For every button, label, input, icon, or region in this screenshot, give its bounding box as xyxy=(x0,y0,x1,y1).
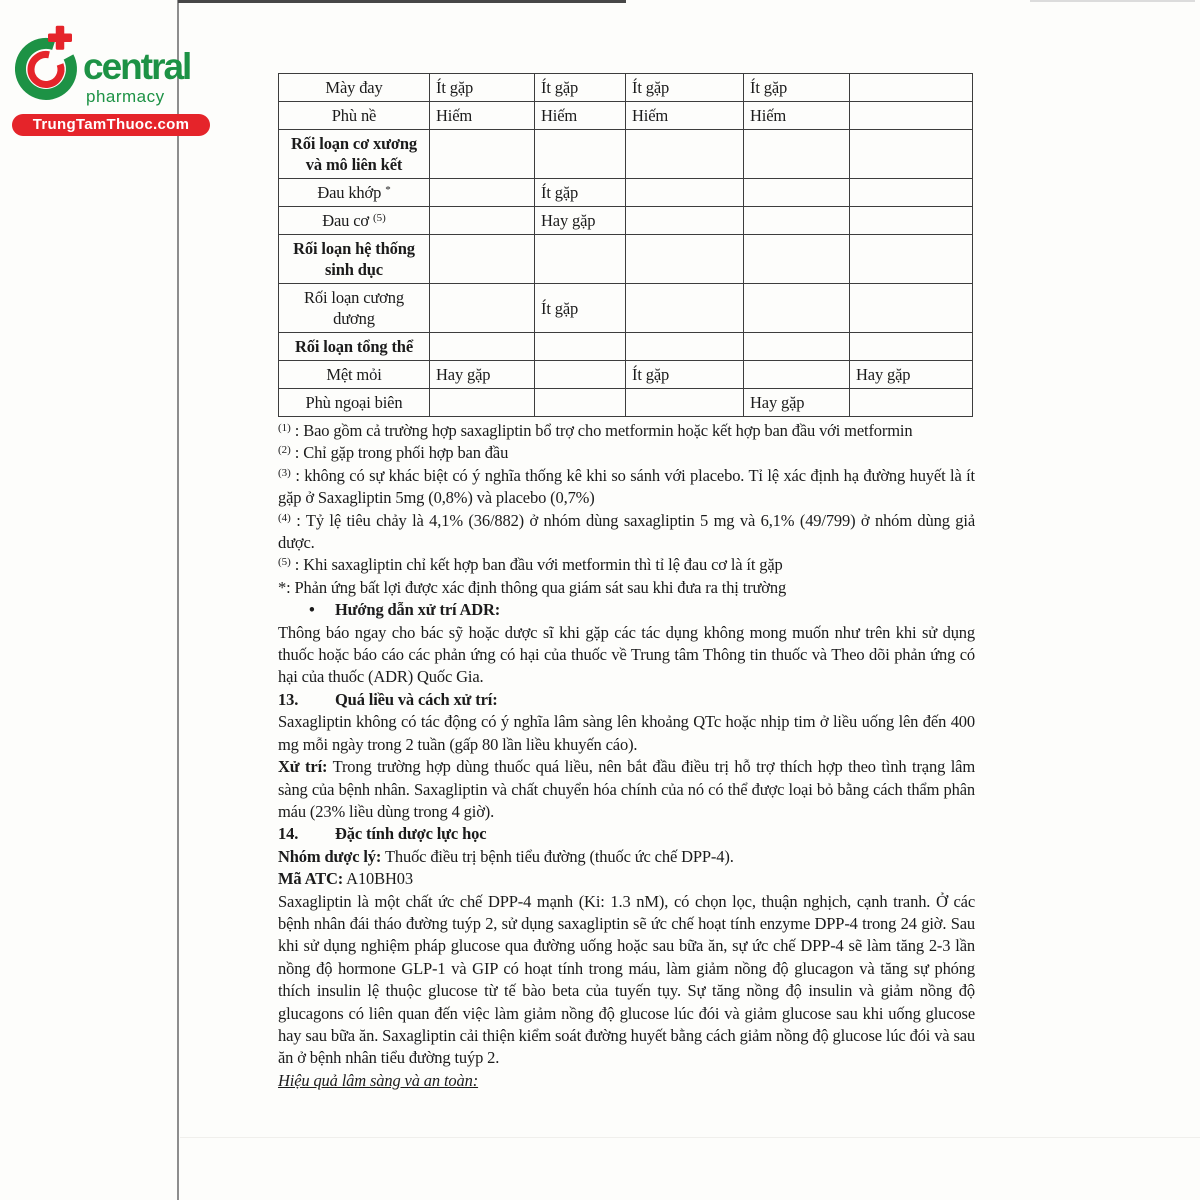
footnote-text: Chỉ gặp trong phối hợp ban đầu xyxy=(303,443,509,463)
footnote: $^{(1)}$ : Bao gồm cả trường hợp saxagliptin bổ trợ cho metformin hoặc kết hợp ban đầu với metformin xyxy=(278,421,913,440)
footnote-text: Khi saxagliptin chỉ kết hợp ban đầu với metformin thì tỉ lệ đau cơ là ít gặp xyxy=(303,555,783,575)
table-cell xyxy=(850,130,973,179)
table-cell: Ít gặp xyxy=(430,74,535,102)
table-cell xyxy=(744,235,850,284)
footnotes xyxy=(278,420,975,599)
paragraph-lead-bold: Xử trí: xyxy=(278,757,328,777)
paragraph xyxy=(278,846,975,868)
logo-sub-text: pharmacy xyxy=(86,87,165,106)
paragraph-lead-bold: Nhóm dược lý: xyxy=(278,846,382,866)
row-label-superscript: (5) xyxy=(372,212,386,224)
section-14-heading xyxy=(278,823,975,845)
paragraph-text: Thông báo ngay cho bác sỹ hoặc dược sĩ khi gặp các tác dụng không mong muốn như trên khi sử dụng thuốc hoặc báo cáo các phản ứng có hại của thuốc về Trung tâm Thông tin thuốc và Theo dõi phản ứng có hại của thuốc (ADR) Quốc Gia. xyxy=(278,622,975,687)
row-label: Phù ngoại biên xyxy=(305,393,403,412)
table-row xyxy=(279,235,973,284)
footnote-marker: (1) xyxy=(278,422,291,434)
table-cell xyxy=(850,102,973,130)
row-label: Mệt mỏi xyxy=(326,365,382,384)
section-number: 14. xyxy=(278,824,299,844)
table-cell: Hay gặp xyxy=(850,361,973,389)
document-content xyxy=(278,73,975,1092)
row-label-cell xyxy=(279,284,430,333)
row-label: Rối loạn cơ xương và mô liên kết xyxy=(290,134,417,174)
paragraph xyxy=(278,622,975,689)
table-cell xyxy=(744,130,850,179)
table-cell xyxy=(535,333,626,361)
row-label-cell xyxy=(279,207,430,235)
footnote: $^{(4)}$ : Tỷ lệ tiêu chảy là 4,1% (36/882) ở nhóm dùng saxagliptin 5 mg và 6,1% (49/799) ở nhóm dùng giả dược. xyxy=(278,510,975,553)
footnote: $^{(2)}$ : Chỉ gặp trong phối hợp ban đầu xyxy=(278,443,509,463)
table-row xyxy=(279,130,973,179)
paragraph-text: Trong trường hợp dùng thuốc quá liều, nên bắt đầu điều trị hỗ trợ thích hợp theo tình trạng lâm sàng của bệnh nhân. Saxagliptin và chất chuyển hóa chính của nó có thể được loại bỏ bằng cách thẩm phân máu (23% liều dùng trong 4 giờ). xyxy=(278,757,976,821)
paragraph-text: Thuốc điều trị bệnh tiểu đường (thuốc ức chế DPP-4). xyxy=(381,846,734,866)
table-cell: Hiếm xyxy=(535,102,626,130)
row-label: Đau cơ xyxy=(322,211,369,230)
row-label-cell xyxy=(279,361,430,389)
scan-artifact-line xyxy=(180,1137,1200,1138)
row-label: Rối loạn hệ thống sinh dục xyxy=(293,239,415,279)
footnote-marker: (4) xyxy=(278,511,291,524)
table-cell xyxy=(626,207,744,235)
footnote-marker: *: xyxy=(278,577,291,597)
paragraph-text: Saxagliptin không có tác động có ý nghĩa lâm sàng lên khoảng QTc hoặc nhịp tim ở liều uống lên đến 400 mg mỗi ngày trong 2 tuần (gấp 80 lần liều khuyến cáo). xyxy=(278,712,975,754)
heading-text: Đặc tính dược lực học xyxy=(335,824,487,844)
table-cell xyxy=(850,207,973,235)
bullet-icon: • xyxy=(309,600,315,620)
section-number: 13. xyxy=(278,689,299,709)
website-banner-text: TrungTamThuoc.com xyxy=(32,116,190,133)
table-cell: Ít gặp xyxy=(626,74,744,102)
table-cell xyxy=(626,179,744,207)
table-cell xyxy=(626,333,744,361)
table-cell xyxy=(626,284,744,333)
table-row xyxy=(279,333,973,361)
table-cell: Hiếm xyxy=(626,102,744,130)
table-cell xyxy=(744,284,850,333)
row-label: Phù nề xyxy=(331,106,377,125)
page-edge-line xyxy=(177,0,179,1200)
table-row xyxy=(279,74,973,102)
table-row xyxy=(279,207,973,235)
table-cell xyxy=(430,207,535,235)
table-cell: Ít gặp xyxy=(535,74,626,102)
footnote xyxy=(278,577,975,599)
table-row xyxy=(279,102,973,130)
footnote-text: không có sự khác biệt có ý nghĩa thống kê khi so sánh với placebo. Tỉ lệ xác định hạ đường huyết là ít gặp ở Saxagliptin 5mg (0,8%) và placebo (0,7%) xyxy=(278,465,975,508)
paragraph xyxy=(278,756,975,823)
table-cell xyxy=(626,130,744,179)
table-cell xyxy=(850,74,973,102)
central-pharmacy-logo-icon xyxy=(12,18,88,104)
central-pharmacy-logo xyxy=(12,18,224,140)
row-label-cell xyxy=(279,102,430,130)
table-cell xyxy=(850,389,973,417)
table-cell: Ít gặp xyxy=(535,179,626,207)
clinical-efficacy-heading xyxy=(278,1070,975,1092)
adverse-reactions-table xyxy=(278,73,973,417)
table-cell: Hay gặp xyxy=(744,389,850,417)
table-cell: Hiếm xyxy=(744,102,850,130)
table-cell xyxy=(430,179,535,207)
row-label: Rối loạn tổng thể xyxy=(294,337,413,356)
table-cell: Hay gặp xyxy=(430,361,535,389)
row-label-cell xyxy=(279,74,430,102)
paragraph xyxy=(278,868,975,890)
row-label-cell xyxy=(279,333,430,361)
adr-guidance-heading xyxy=(278,599,975,621)
table-cell: Ít gặp xyxy=(744,74,850,102)
table-cell xyxy=(744,361,850,389)
paragraph-text: A10BH03 xyxy=(343,869,413,889)
table-cell: Hiếm xyxy=(430,102,535,130)
table-row xyxy=(279,361,973,389)
scan-top-edge-faint xyxy=(1030,0,1195,2)
paragraph-text: Saxagliptin là một chất ức chế DPP-4 mạnh (Ki: 1.3 nM), có chọn lọc, thuận nghịch, cạnh tranh. Ở các bệnh nhân đái tháo đường tuýp 2, sử dụng saxagliptin sẽ ức chế hoạt tính enzyme DPP-4 trong 24 giờ. Sau khi sử dụng nghiệm pháp glucose qua đường uống hoặc sau bữa ăn, sự ức chế DPP-4 sẽ làm tăng 2-3 lần nồng độ hormone GLP-1 và GIP có hoạt tính trong máu, làm giảm nồng độ glucagon và tăng sự phóng thích insulin lệ thuộc glucose từ tế bào beta của tuyến tụy. Sự tăng nồng độ insulin và giảm nồng độ glucagons có liên quan đến việc làm giảm nồng độ glucose lúc đói và giảm glucose sau khi uống glucose hay sau bữa ăn. Saxagliptin cải thiện kiểm soát đường huyết bằng cách giảm nồng độ glucose lúc đói và sau ăn ở bệnh nhân tiểu đường tuýp 2. xyxy=(278,891,975,1068)
table-cell xyxy=(535,389,626,417)
table-cell xyxy=(430,389,535,417)
row-label: Đau khớp xyxy=(317,183,382,202)
paragraph xyxy=(278,891,975,1070)
row-label-superscript: * xyxy=(385,184,391,196)
adr-table-body xyxy=(279,74,973,417)
footnote-text: Phản ứng bất lợi được xác định thông qua giám sát sau khi đưa ra thị trường xyxy=(294,577,787,597)
table-cell xyxy=(430,130,535,179)
row-label: Rối loạn cương dương xyxy=(304,288,404,328)
section-13-heading xyxy=(278,689,975,711)
table-cell xyxy=(535,235,626,284)
footnote-marker: (3) xyxy=(278,466,291,479)
heading-text: Quá liều và cách xử trí: xyxy=(335,689,498,709)
heading-text: Hướng dẫn xử trí ADR: xyxy=(335,600,501,620)
table-cell xyxy=(626,389,744,417)
table-cell xyxy=(430,284,535,333)
table-row xyxy=(279,179,973,207)
table-cell xyxy=(850,333,973,361)
table-cell xyxy=(430,333,535,361)
table-cell: Ít gặp xyxy=(626,361,744,389)
paragraph xyxy=(278,711,975,756)
table-row xyxy=(279,284,973,333)
row-label-cell xyxy=(279,389,430,417)
row-label-cell xyxy=(279,179,430,207)
table-cell xyxy=(850,235,973,284)
row-label: Mày đay xyxy=(325,78,383,97)
logo-brand-text: central xyxy=(83,46,191,87)
table-cell xyxy=(744,333,850,361)
table-cell xyxy=(850,284,973,333)
sections xyxy=(278,599,975,1092)
footnote-marker: (2) xyxy=(278,444,291,457)
row-label-cell xyxy=(279,235,430,284)
footnote: $^{(5)}$ : Khi saxagliptin chỉ kết hợp ban đầu với metformin thì tỉ lệ đau cơ là ít gặp xyxy=(278,555,783,575)
table-cell xyxy=(535,130,626,179)
footnote-text: Bao gồm cả trường hợp saxagliptin bổ trợ cho metformin hoặc kết hợp ban đầu với metformin xyxy=(303,421,913,440)
table-cell xyxy=(626,235,744,284)
table-cell xyxy=(535,361,626,389)
footnote: $^{(3)}$ : không có sự khác biệt có ý nghĩa thống kê khi so sánh với placebo. Tỉ lệ xác định hạ đường huyết là ít gặp ở Saxagliptin 5mg (0,8%) và placebo (0,7%) xyxy=(278,465,975,508)
paragraph-lead-bold: Mã ATC: xyxy=(278,869,344,889)
website-banner xyxy=(12,114,210,136)
table-cell: Hay gặp xyxy=(535,207,626,235)
table-cell xyxy=(850,179,973,207)
table-cell xyxy=(430,235,535,284)
footnote-marker: (5) xyxy=(278,556,291,569)
table-cell xyxy=(744,207,850,235)
table-row xyxy=(279,389,973,417)
row-label-cell xyxy=(279,130,430,179)
heading-text: Hiệu quả lâm sàng và an toàn: xyxy=(278,1070,479,1090)
table-cell xyxy=(744,179,850,207)
footnote-text: Tỷ lệ tiêu chảy là 4,1% (36/882) ở nhóm dùng saxagliptin 5 mg và 6,1% (49/799) ở nhóm dùng giả dược. xyxy=(278,510,975,553)
scan-top-edge xyxy=(178,0,626,3)
table-cell: Ít gặp xyxy=(535,284,626,333)
